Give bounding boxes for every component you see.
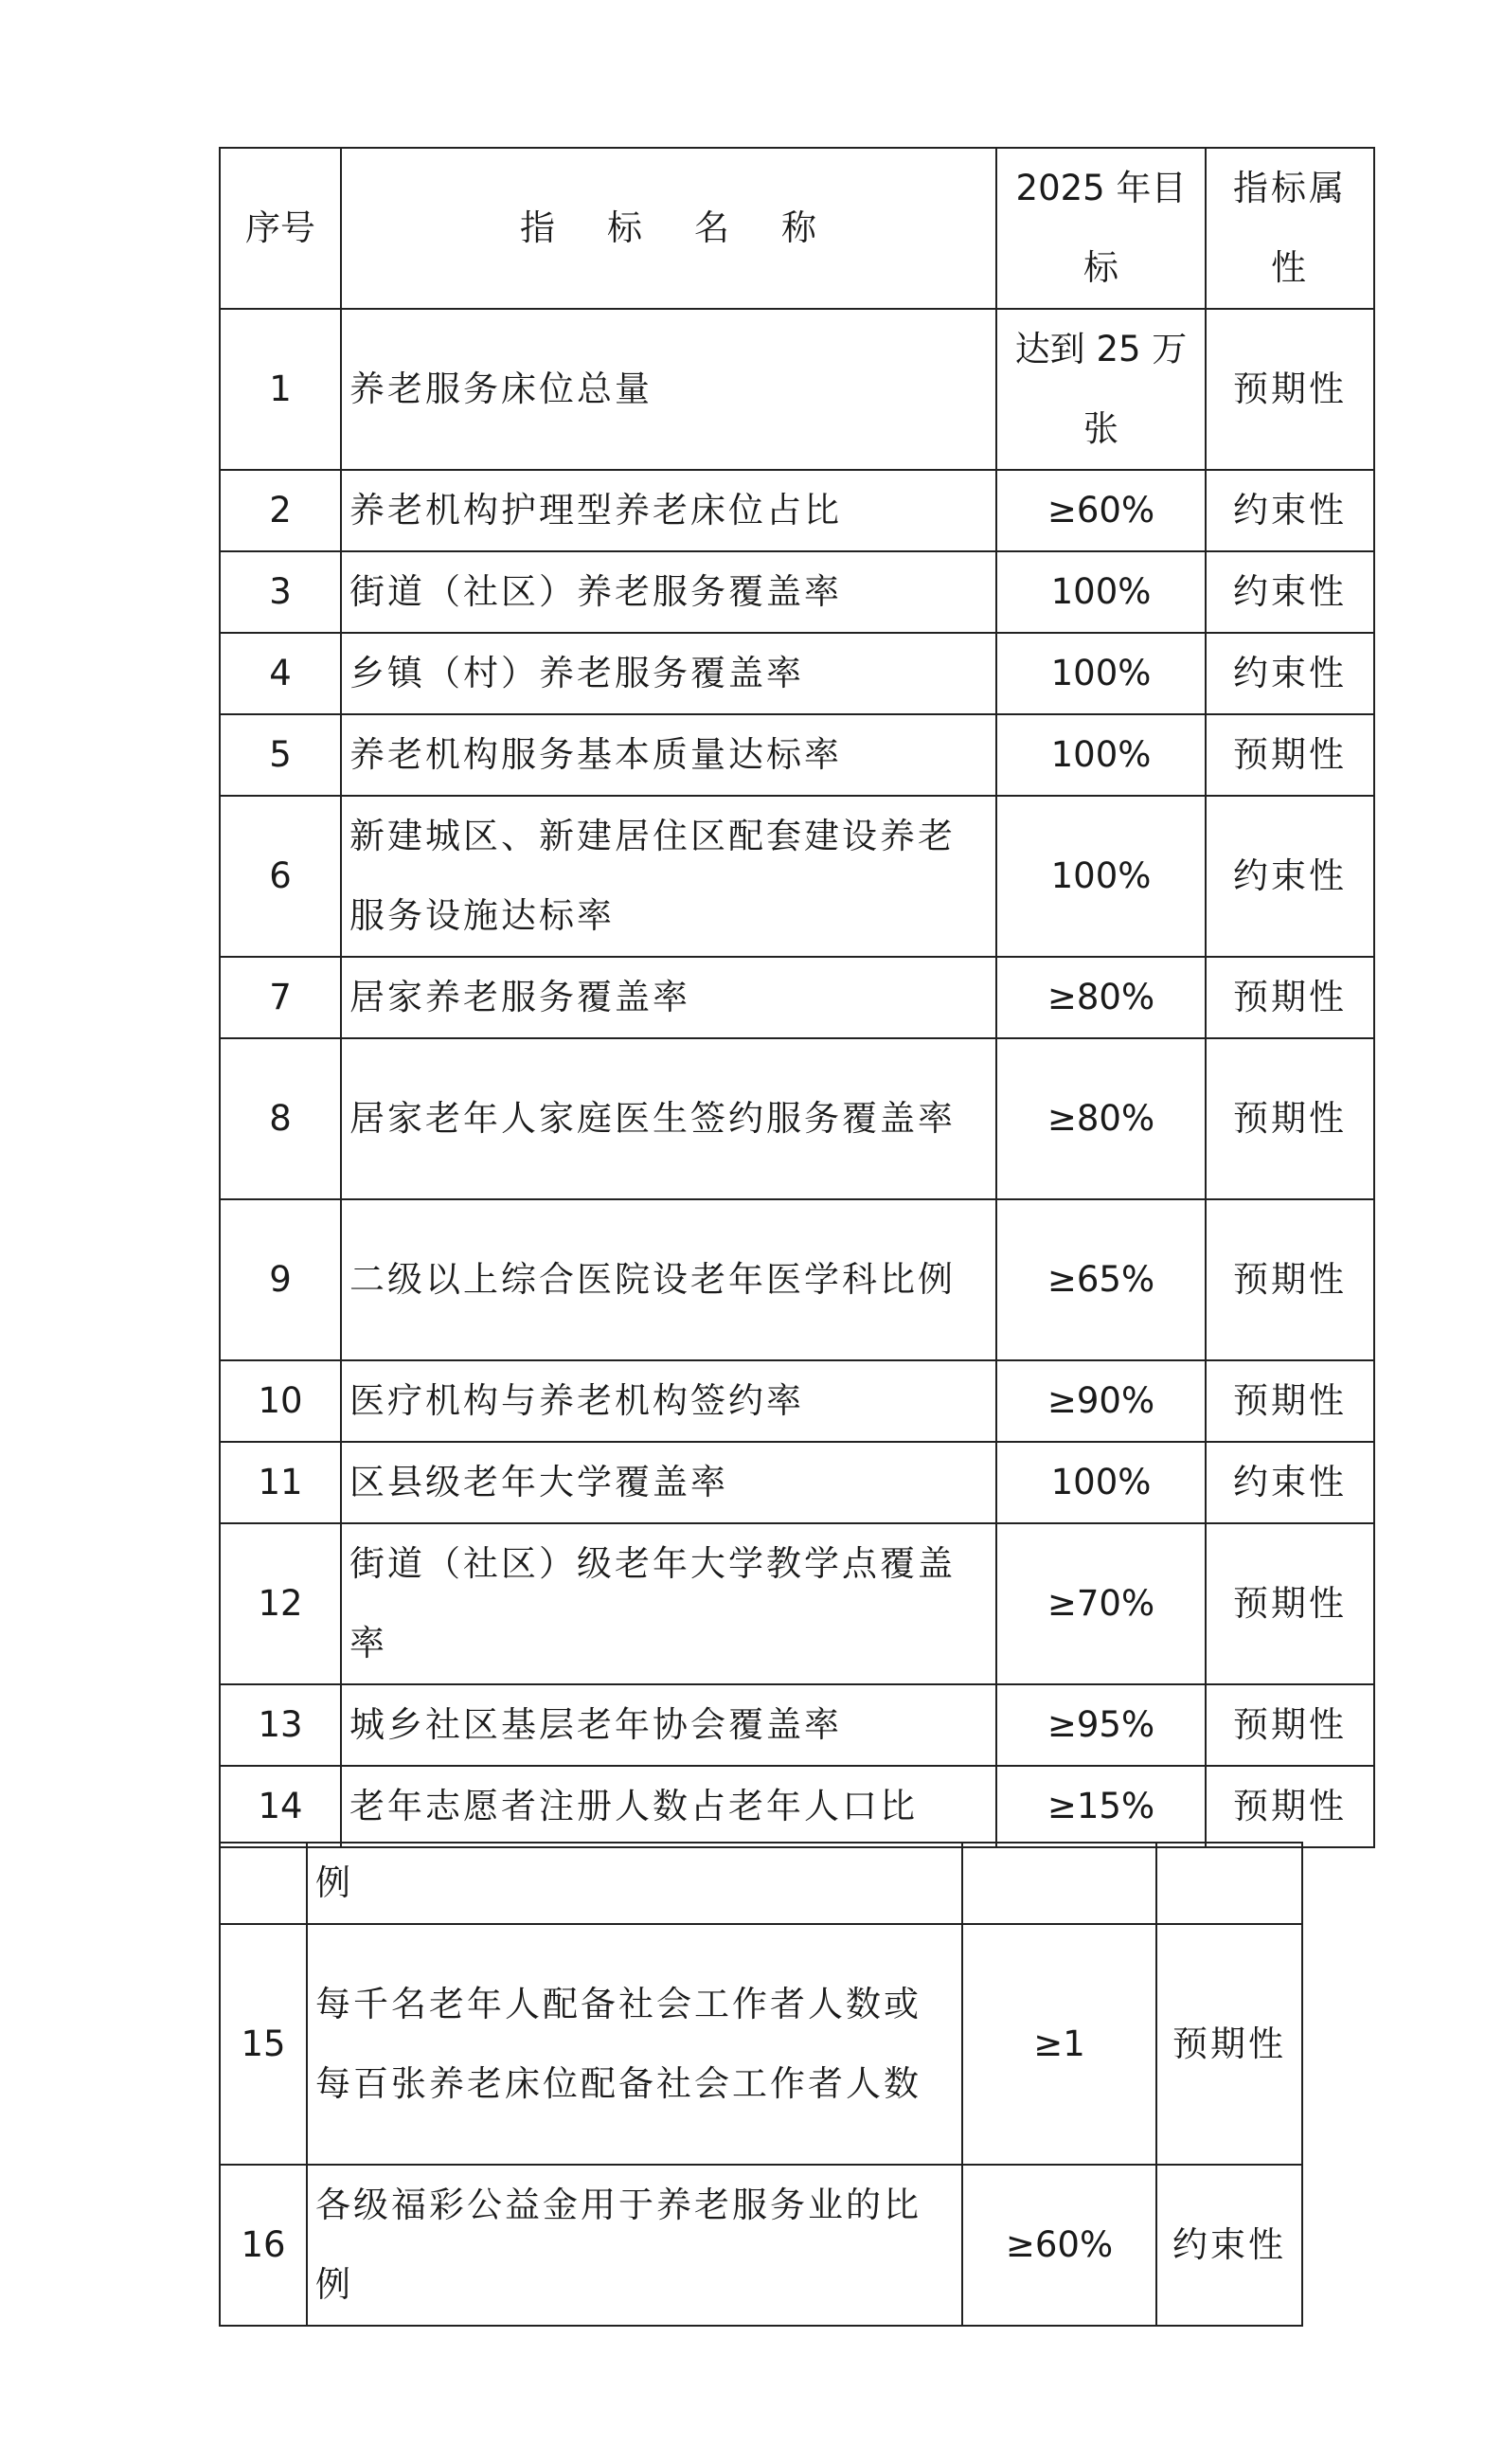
header-name-char: 标 bbox=[607, 207, 645, 248]
row-target: ≥80% bbox=[996, 1038, 1206, 1199]
row-name: 每千名老年人配备社会工作者人数或每百张养老床位配备社会工作者人数 bbox=[307, 1924, 962, 2165]
table-row bbox=[220, 1442, 1374, 1523]
row-no: 8 bbox=[220, 1038, 341, 1199]
row-target: ≥60% bbox=[962, 2165, 1156, 2326]
row-no: 4 bbox=[220, 633, 341, 714]
row-target: ≥95% bbox=[996, 1684, 1206, 1766]
table-row bbox=[220, 309, 1374, 470]
indicator-table-part1 bbox=[219, 147, 1375, 1848]
row-name: 居家养老服务覆盖率 bbox=[341, 957, 996, 1038]
row-name: 新建城区、新建居住区配套建设养老服务设施达标率 bbox=[341, 796, 996, 957]
header-name bbox=[341, 148, 996, 309]
row-no: 11 bbox=[220, 1442, 341, 1523]
row-name: 街道（社区）养老服务覆盖率 bbox=[341, 551, 996, 633]
table-row bbox=[220, 470, 1374, 551]
header-attr: 指标属性 bbox=[1206, 148, 1374, 309]
table-row bbox=[220, 1360, 1374, 1442]
row-name: 居家老年人家庭医生签约服务覆盖率 bbox=[341, 1038, 996, 1199]
row-target: ≥65% bbox=[996, 1199, 1206, 1360]
row-attr: 预期性 bbox=[1206, 957, 1374, 1038]
row-target: ≥15% bbox=[996, 1766, 1206, 1847]
row-target: 100% bbox=[996, 633, 1206, 714]
row-attr: 预期性 bbox=[1206, 1038, 1374, 1199]
table-row bbox=[220, 1924, 1302, 2165]
row-name: 各级福彩公益金用于养老服务业的比例 bbox=[307, 2165, 962, 2326]
indicator-table-part2 bbox=[219, 1842, 1303, 2327]
row-no: 6 bbox=[220, 796, 341, 957]
table-row bbox=[220, 796, 1374, 957]
row-attr: 预期性 bbox=[1206, 1199, 1374, 1360]
row-attr: 约束性 bbox=[1206, 470, 1374, 551]
row-attr: 预期性 bbox=[1206, 1684, 1374, 1766]
row-attr bbox=[1156, 1843, 1302, 1924]
table-row bbox=[220, 2165, 1302, 2326]
row-attr: 约束性 bbox=[1206, 551, 1374, 633]
table-header-row bbox=[220, 148, 1374, 309]
row-target: ≥1 bbox=[962, 1924, 1156, 2165]
row-target: ≥90% bbox=[996, 1360, 1206, 1442]
row-no: 12 bbox=[220, 1523, 341, 1684]
row-attr: 预期性 bbox=[1206, 309, 1374, 470]
row-no: 15 bbox=[220, 1924, 307, 2165]
table-row bbox=[220, 1523, 1374, 1684]
row-attr: 约束性 bbox=[1206, 633, 1374, 714]
table-row bbox=[220, 1199, 1374, 1360]
header-target: 2025 年目标 bbox=[996, 148, 1206, 309]
row-no: 16 bbox=[220, 2165, 307, 2326]
row-target: ≥60% bbox=[996, 470, 1206, 551]
row-attr: 预期性 bbox=[1206, 714, 1374, 796]
row-attr: 预期性 bbox=[1206, 1360, 1374, 1442]
row-no: 7 bbox=[220, 957, 341, 1038]
row-attr: 约束性 bbox=[1206, 1442, 1374, 1523]
row-name: 街道（社区）级老年大学教学点覆盖率 bbox=[341, 1523, 996, 1684]
row-target bbox=[962, 1843, 1156, 1924]
row-attr: 预期性 bbox=[1156, 1924, 1302, 2165]
header-no: 序号 bbox=[220, 148, 341, 309]
table-row bbox=[220, 714, 1374, 796]
row-name: 城乡社区基层老年协会覆盖率 bbox=[341, 1684, 996, 1766]
header-name-char: 指 bbox=[520, 207, 558, 248]
row-no: 3 bbox=[220, 551, 341, 633]
row-no: 14 bbox=[220, 1766, 341, 1847]
header-name-char: 名 bbox=[694, 207, 732, 248]
table-row bbox=[220, 1766, 1374, 1847]
row-name: 二级以上综合医院设老年医学科比例 bbox=[341, 1199, 996, 1360]
row-target: 100% bbox=[996, 796, 1206, 957]
table-row bbox=[220, 633, 1374, 714]
header-name-char: 称 bbox=[781, 207, 819, 248]
row-target: 达到 25 万张 bbox=[996, 309, 1206, 470]
row-target: 100% bbox=[996, 551, 1206, 633]
row-attr: 预期性 bbox=[1206, 1523, 1374, 1684]
row-no: 1 bbox=[220, 309, 341, 470]
table-row bbox=[220, 957, 1374, 1038]
row-target: ≥70% bbox=[996, 1523, 1206, 1684]
row-no: 10 bbox=[220, 1360, 341, 1442]
row-name: 区县级老年大学覆盖率 bbox=[341, 1442, 996, 1523]
row-name: 例 bbox=[307, 1843, 962, 1924]
row-name: 养老服务床位总量 bbox=[341, 309, 996, 470]
row-attr: 预期性 bbox=[1206, 1766, 1374, 1847]
row-name: 医疗机构与养老机构签约率 bbox=[341, 1360, 996, 1442]
row-name: 乡镇（村）养老服务覆盖率 bbox=[341, 633, 996, 714]
row-no: 9 bbox=[220, 1199, 341, 1360]
row-target: 100% bbox=[996, 1442, 1206, 1523]
row-target: 100% bbox=[996, 714, 1206, 796]
row-attr: 约束性 bbox=[1156, 2165, 1302, 2326]
row-no: 13 bbox=[220, 1684, 341, 1766]
row-no: 2 bbox=[220, 470, 341, 551]
row-target: ≥80% bbox=[996, 957, 1206, 1038]
table-row-continuation bbox=[220, 1843, 1302, 1924]
table-row bbox=[220, 1038, 1374, 1199]
row-name: 养老机构护理型养老床位占比 bbox=[341, 470, 996, 551]
row-name: 老年志愿者注册人数占老年人口比 bbox=[341, 1766, 996, 1847]
row-no: 5 bbox=[220, 714, 341, 796]
table-row bbox=[220, 1684, 1374, 1766]
row-name: 养老机构服务基本质量达标率 bbox=[341, 714, 996, 796]
table-row bbox=[220, 551, 1374, 633]
row-no bbox=[220, 1843, 307, 1924]
row-attr: 约束性 bbox=[1206, 796, 1374, 957]
